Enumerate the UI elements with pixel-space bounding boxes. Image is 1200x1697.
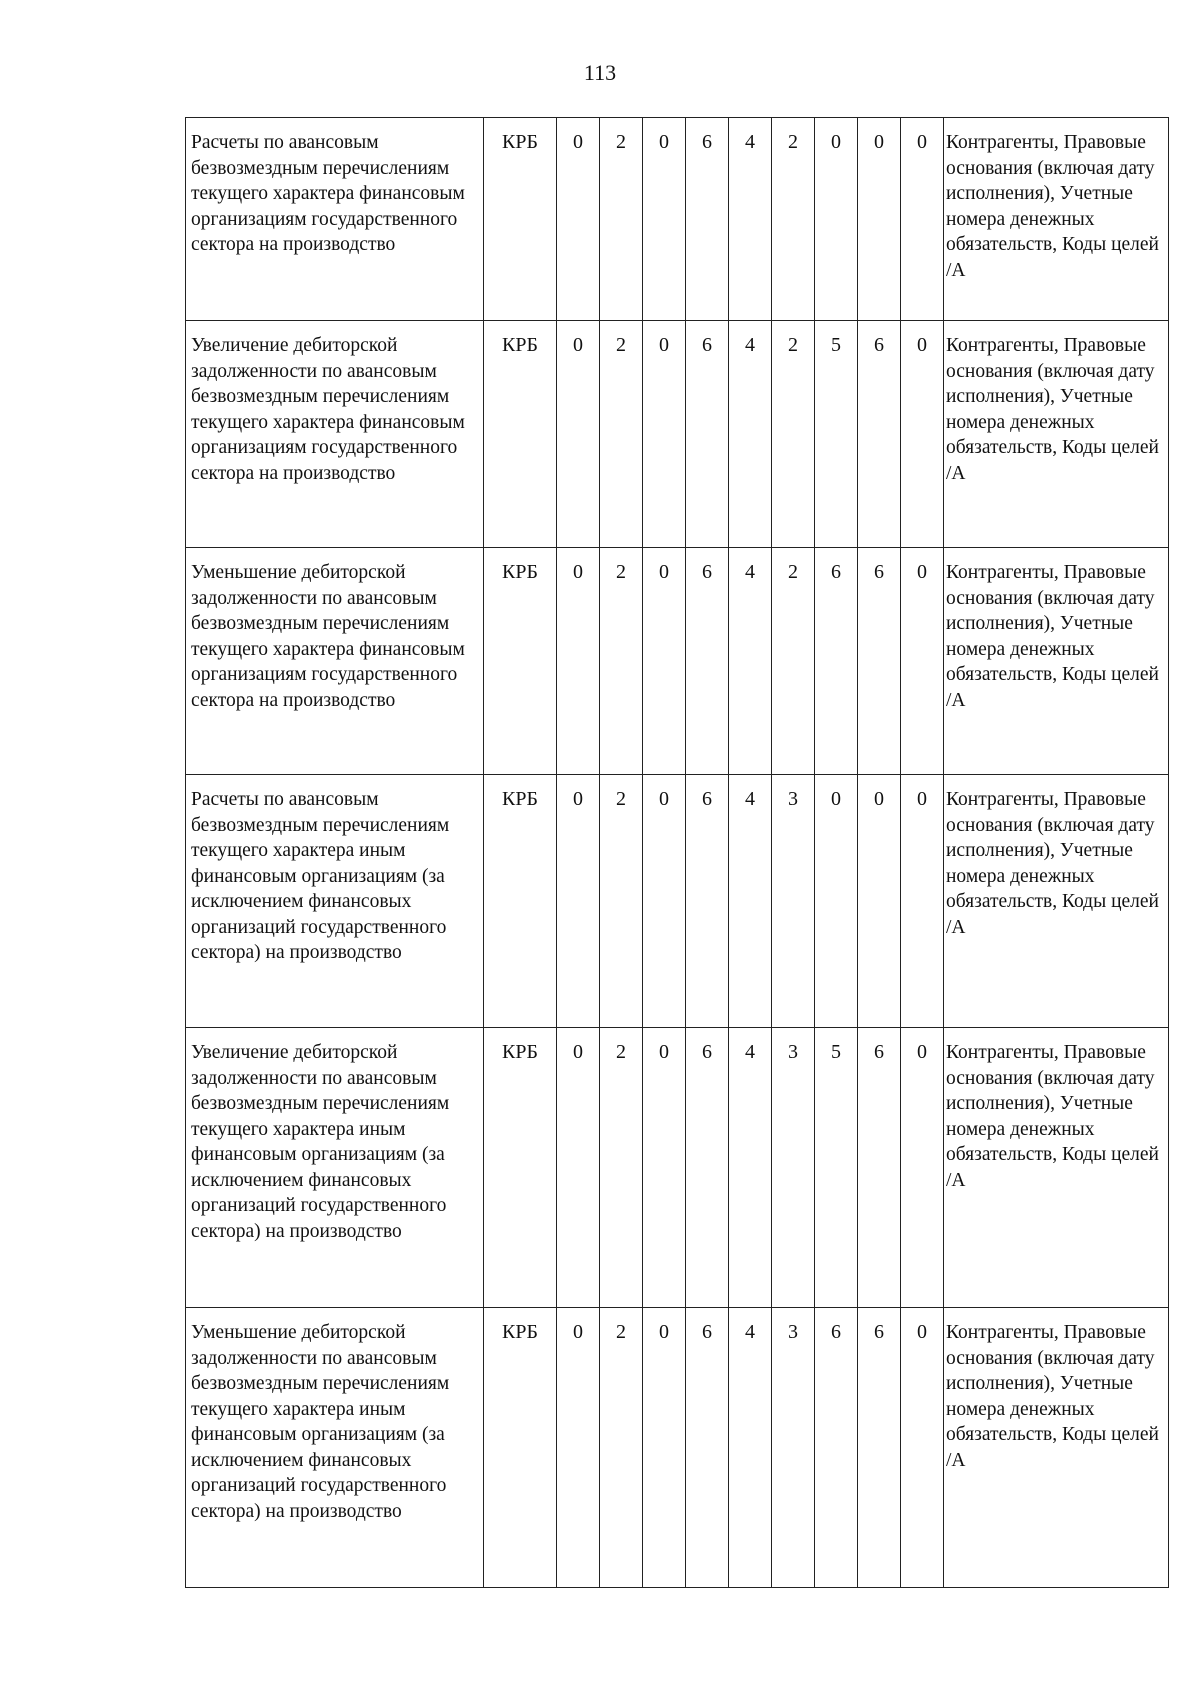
account-name-cell: Уменьшение дебиторской задолженности по авансовым безвозмездным перечислениям текущего характера иным финансовым организациям (за исключением финансовых организаций государственного сектора) на производство	[186, 1308, 484, 1588]
code-digit-cell: 0	[643, 1308, 686, 1588]
code-digit-cell: 5	[815, 1028, 858, 1308]
code-digit-cell: 2	[600, 775, 643, 1028]
code-digit-cell: 0	[858, 118, 901, 321]
code-digit-cell: 0	[901, 118, 944, 321]
code-type-cell: КРБ	[484, 118, 557, 321]
code-digit-cell: 6	[858, 548, 901, 775]
table-row	[186, 775, 1169, 1028]
code-digit-cell: 2	[600, 321, 643, 548]
code-type-cell: КРБ	[484, 775, 557, 1028]
account-name-cell: Расчеты по авансовым безвозмездным перечислениям текущего характера иным финансовым организациям (за исключением финансовых организаций государственного сектора) на производство	[186, 775, 484, 1028]
table-row	[186, 548, 1169, 775]
code-digit-cell: 0	[901, 1308, 944, 1588]
code-digit-cell: 0	[815, 118, 858, 321]
code-digit-cell: 6	[686, 1308, 729, 1588]
analytics-cell: Контрагенты, Правовые основания (включая дату исполнения), Учетные номера денежных обязательств, Коды целей /А	[944, 775, 1169, 1028]
table-row	[186, 118, 1169, 321]
code-digit-cell: 2	[600, 118, 643, 321]
code-digit-cell: 6	[815, 548, 858, 775]
account-name-cell: Расчеты по авансовым безвозмездным перечислениям текущего характера финансовым организациям государственного сектора на производство	[186, 118, 484, 321]
code-digit-cell: 6	[686, 1028, 729, 1308]
code-digit-cell: 0	[901, 321, 944, 548]
account-name-cell: Уменьшение дебиторской задолженности по авансовым безвозмездным перечислениям текущего характера финансовым организациям государственного сектора на производство	[186, 548, 484, 775]
analytics-cell: Контрагенты, Правовые основания (включая дату исполнения), Учетные номера денежных обязательств, Коды целей /А	[944, 1028, 1169, 1308]
code-digit-cell: 0	[643, 548, 686, 775]
code-digit-cell: 2	[600, 1028, 643, 1308]
code-type-cell: КРБ	[484, 321, 557, 548]
code-digit-cell: 6	[858, 1028, 901, 1308]
code-digit-cell: 6	[815, 1308, 858, 1588]
code-digit-cell: 0	[557, 548, 600, 775]
code-type-cell: КРБ	[484, 548, 557, 775]
code-digit-cell: 0	[557, 1028, 600, 1308]
code-digit-cell: 0	[557, 1308, 600, 1588]
code-digit-cell: 0	[557, 118, 600, 321]
code-digit-cell: 5	[815, 321, 858, 548]
code-digit-cell: 2	[772, 118, 815, 321]
account-name-cell: Увеличение дебиторской задолженности по авансовым безвозмездным перечислениям текущего характера иным финансовым организациям (за исключением финансовых организаций государственного сектора) на производство	[186, 1028, 484, 1308]
page-number: 113	[583, 60, 617, 85]
analytics-cell: Контрагенты, Правовые основания (включая дату исполнения), Учетные номера денежных обязательств, Коды целей /А	[944, 548, 1169, 775]
code-digit-cell: 3	[772, 775, 815, 1028]
code-digit-cell: 6	[686, 548, 729, 775]
code-digit-cell: 4	[729, 1028, 772, 1308]
table-row	[186, 321, 1169, 548]
table-row	[186, 1308, 1169, 1588]
code-digit-cell: 6	[858, 1308, 901, 1588]
code-digit-cell: 4	[729, 321, 772, 548]
analytics-cell: Контрагенты, Правовые основания (включая дату исполнения), Учетные номера денежных обязательств, Коды целей /А	[944, 321, 1169, 548]
account-name-cell: Увеличение дебиторской задолженности по авансовым безвозмездным перечислениям текущего характера финансовым организациям государственного сектора на производство	[186, 321, 484, 548]
accounts-table	[185, 117, 1169, 1588]
code-digit-cell: 2	[600, 1308, 643, 1588]
table-row	[186, 1028, 1169, 1308]
code-digit-cell: 0	[815, 775, 858, 1028]
code-digit-cell: 0	[901, 1028, 944, 1308]
table-body	[186, 118, 1169, 1588]
code-type-cell: КРБ	[484, 1308, 557, 1588]
code-digit-cell: 0	[858, 775, 901, 1028]
code-digit-cell: 0	[643, 1028, 686, 1308]
code-digit-cell: 4	[729, 775, 772, 1028]
code-digit-cell: 3	[772, 1308, 815, 1588]
code-digit-cell: 6	[686, 118, 729, 321]
code-digit-cell: 6	[686, 321, 729, 548]
code-digit-cell: 4	[729, 118, 772, 321]
code-digit-cell: 0	[643, 118, 686, 321]
code-digit-cell: 2	[600, 548, 643, 775]
analytics-cell: Контрагенты, Правовые основания (включая дату исполнения), Учетные номера денежных обязательств, Коды целей /А	[944, 1308, 1169, 1588]
code-type-cell: КРБ	[484, 1028, 557, 1308]
code-digit-cell: 0	[557, 775, 600, 1028]
code-digit-cell: 0	[643, 321, 686, 548]
code-digit-cell: 0	[901, 775, 944, 1028]
code-digit-cell: 2	[772, 548, 815, 775]
code-digit-cell: 2	[772, 321, 815, 548]
code-digit-cell: 6	[858, 321, 901, 548]
code-digit-cell: 3	[772, 1028, 815, 1308]
code-digit-cell: 0	[901, 548, 944, 775]
code-digit-cell: 4	[729, 1308, 772, 1588]
code-digit-cell: 4	[729, 548, 772, 775]
code-digit-cell: 6	[686, 775, 729, 1028]
code-digit-cell: 0	[557, 321, 600, 548]
code-digit-cell: 0	[643, 775, 686, 1028]
analytics-cell: Контрагенты, Правовые основания (включая дату исполнения), Учетные номера денежных обязательств, Коды целей /А	[944, 118, 1169, 321]
